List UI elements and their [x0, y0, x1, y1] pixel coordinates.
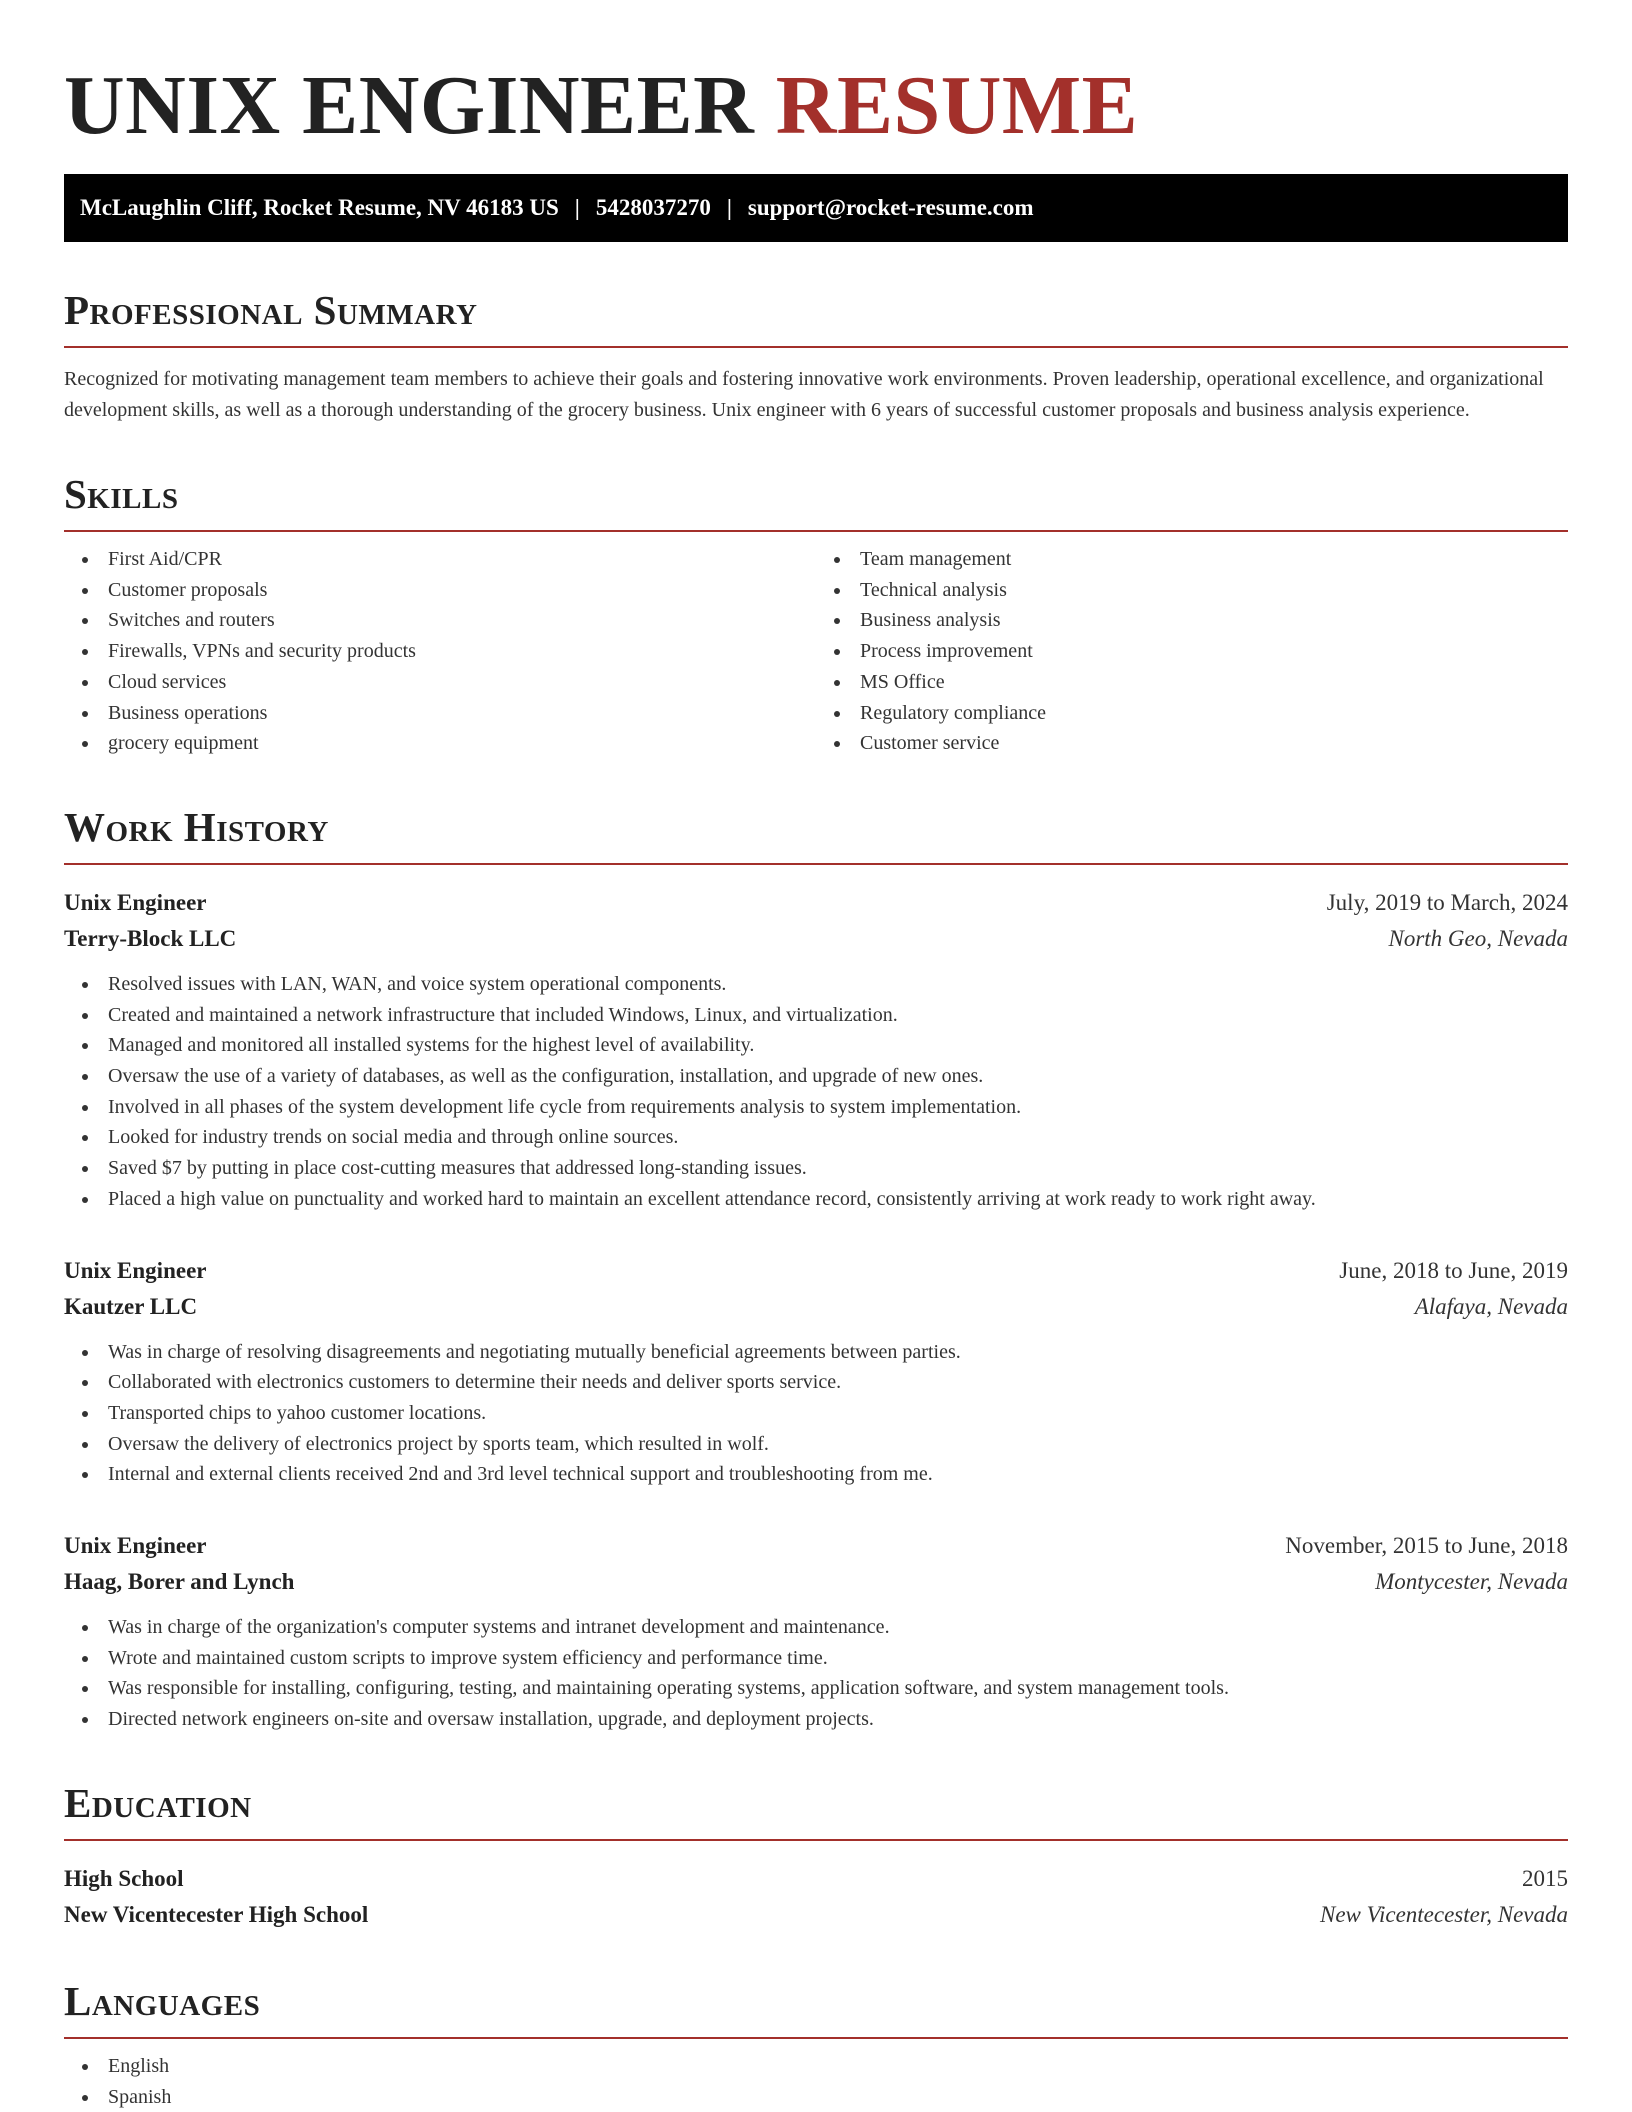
job-dates: June, 2018 to June, 2019: [1339, 1257, 1568, 1283]
skills-section: [64, 470, 1568, 759]
contact-separator: |: [726, 195, 732, 220]
skill-item: Process improvement: [816, 636, 1568, 667]
job-bullet: Wrote and maintained custom scripts to improve system efficiency and performance time.: [64, 1643, 1568, 1674]
section-heading: Professional Summary: [64, 286, 1568, 348]
section-heading: Work History: [64, 803, 1568, 865]
job-bullet: Looked for industry trends on social media and through online sources.: [64, 1122, 1568, 1153]
contact-phone: 5428037270: [595, 195, 711, 220]
job-bullet: Was in charge of the organization's computer systems and intranet development and maintenance.: [64, 1612, 1568, 1643]
education-subheader: [64, 1897, 1568, 1933]
education-year: 2015: [1522, 1865, 1568, 1891]
job-title: Unix Engineer: [64, 1533, 207, 1559]
languages-section: [64, 1977, 1568, 2112]
job-bullets: [64, 1337, 1568, 1491]
professional-summary-section: [64, 286, 1568, 426]
resume-title: [64, 0, 1568, 156]
job-location: North Geo, Nevada: [1388, 925, 1568, 951]
skill-item: Customer service: [816, 728, 1568, 759]
job-bullet: Created and maintained a network infrastructure that included Windows, Linux, and virtualization.: [64, 1000, 1568, 1031]
job-bullet: Placed a high value on punctuality and worked hard to maintain an excellent attendance record, consistently arriving at work ready to work right away.: [64, 1184, 1568, 1215]
education-school: New Vicentecester High School: [64, 1901, 369, 1927]
education-location: New Vicentecester, Nevada: [1319, 1901, 1568, 1927]
job-header: [64, 885, 1568, 921]
job-bullet: Saved $7 by putting in place cost-cutting measures that addressed long-standing issues.: [64, 1153, 1568, 1184]
job-company: Kautzer LLC: [64, 1293, 198, 1319]
skill-item: Team management: [816, 544, 1568, 575]
job-bullet: Resolved issues with LAN, WAN, and voice system operational components.: [64, 969, 1568, 1000]
job-title: Unix Engineer: [64, 1257, 207, 1283]
summary-text: Recognized for motivating management team members to achieve their goals and fostering innovative work environments. Proven leadership, operational excellence, and organizational development skills, as well as a thorough understanding of the grocery business. Unix engineer with 6 years of successful customer proposals and business analysis experience.: [64, 368, 1544, 421]
job-bullet: Was responsible for installing, configuring, testing, and maintaining operating systems, application software, and system management tools.: [64, 1673, 1568, 1704]
job-entry: [64, 1253, 1568, 1491]
job-subheader: [64, 1289, 1568, 1325]
skill-item: Switches and routers: [64, 605, 816, 636]
job-subheader: [64, 921, 1568, 957]
skill-item: Business operations: [64, 698, 816, 729]
contact-bar: [64, 174, 1568, 242]
language-item: English: [64, 2051, 1568, 2082]
languages-list: [64, 2051, 1568, 2112]
job-title: Unix Engineer: [64, 889, 207, 915]
job-entry: [64, 885, 1568, 1215]
skill-item: Firewalls, VPNs and security products: [64, 636, 816, 667]
skill-item: Regulatory compliance: [816, 698, 1568, 729]
section-heading: Education: [64, 1779, 1568, 1841]
education-entry: [64, 1861, 1568, 1933]
job-bullet: Collaborated with electronics customers to determine their needs and deliver sports service.: [64, 1367, 1568, 1398]
job-bullet: Managed and monitored all installed systems for the highest level of availability.: [64, 1030, 1568, 1061]
job-bullet: Oversaw the use of a variety of databases, as well as the configuration, installation, and upgrade of new ones.: [64, 1061, 1568, 1092]
contact-separator: |: [574, 195, 580, 220]
job-bullets: [64, 1612, 1568, 1735]
skill-item: grocery equipment: [64, 728, 816, 759]
skill-item: MS Office: [816, 667, 1568, 698]
job-bullets: [64, 969, 1568, 1215]
language-item: Spanish: [64, 2082, 1568, 2112]
job-dates: November, 2015 to June, 2018: [1285, 1533, 1568, 1559]
job-bullet: Involved in all phases of the system development life cycle from requirements analysis to system implementation.: [64, 1092, 1568, 1123]
contact-address: McLaughlin Cliff, Rocket Resume, NV 46183 US: [80, 195, 559, 220]
job-header: [64, 1528, 1568, 1564]
skill-item: Business analysis: [816, 605, 1568, 636]
skill-item: Customer proposals: [64, 575, 816, 606]
education-degree: High School: [64, 1865, 184, 1891]
job-entry: [64, 1528, 1568, 1735]
job-company: Haag, Borer and Lynch: [64, 1569, 295, 1595]
education-header: [64, 1861, 1568, 1897]
education-section: [64, 1779, 1568, 1933]
job-bullet: Transported chips to yahoo customer locations.: [64, 1398, 1568, 1429]
skill-item: Cloud services: [64, 667, 816, 698]
job-subheader: [64, 1564, 1568, 1600]
contact-email: support@rocket-resume.com: [747, 195, 1034, 220]
job-company: Terry-Block LLC: [64, 925, 237, 951]
skill-item: First Aid/CPR: [64, 544, 816, 575]
resume-title-accent: RESUME: [775, 59, 1139, 152]
job-bullet: Oversaw the delivery of electronics project by sports team, which resulted in wolf.: [64, 1429, 1568, 1460]
section-heading: Skills: [64, 470, 1568, 532]
job-header: [64, 1253, 1568, 1289]
skills-list-right: [816, 544, 1568, 759]
job-location: Montycester, Nevada: [1375, 1569, 1568, 1595]
job-bullet: Internal and external clients received 2nd and 3rd level technical support and troubleshooting from me.: [64, 1459, 1568, 1490]
skill-item: Technical analysis: [816, 575, 1568, 606]
skills-list-left: [64, 544, 816, 759]
job-bullet: Was in charge of resolving disagreements and negotiating mutually beneficial agreements between parties.: [64, 1337, 1568, 1368]
job-location: Alafaya, Nevada: [1414, 1293, 1568, 1319]
work-history-section: [64, 803, 1568, 1735]
job-bullet: Directed network engineers on-site and oversaw installation, upgrade, and deployment projects.: [64, 1704, 1568, 1735]
section-heading: Languages: [64, 1977, 1568, 2039]
resume-title-main: UNIX ENGINEER: [64, 59, 755, 152]
job-dates: July, 2019 to March, 2024: [1326, 889, 1568, 915]
skills-grid: [64, 544, 1568, 759]
